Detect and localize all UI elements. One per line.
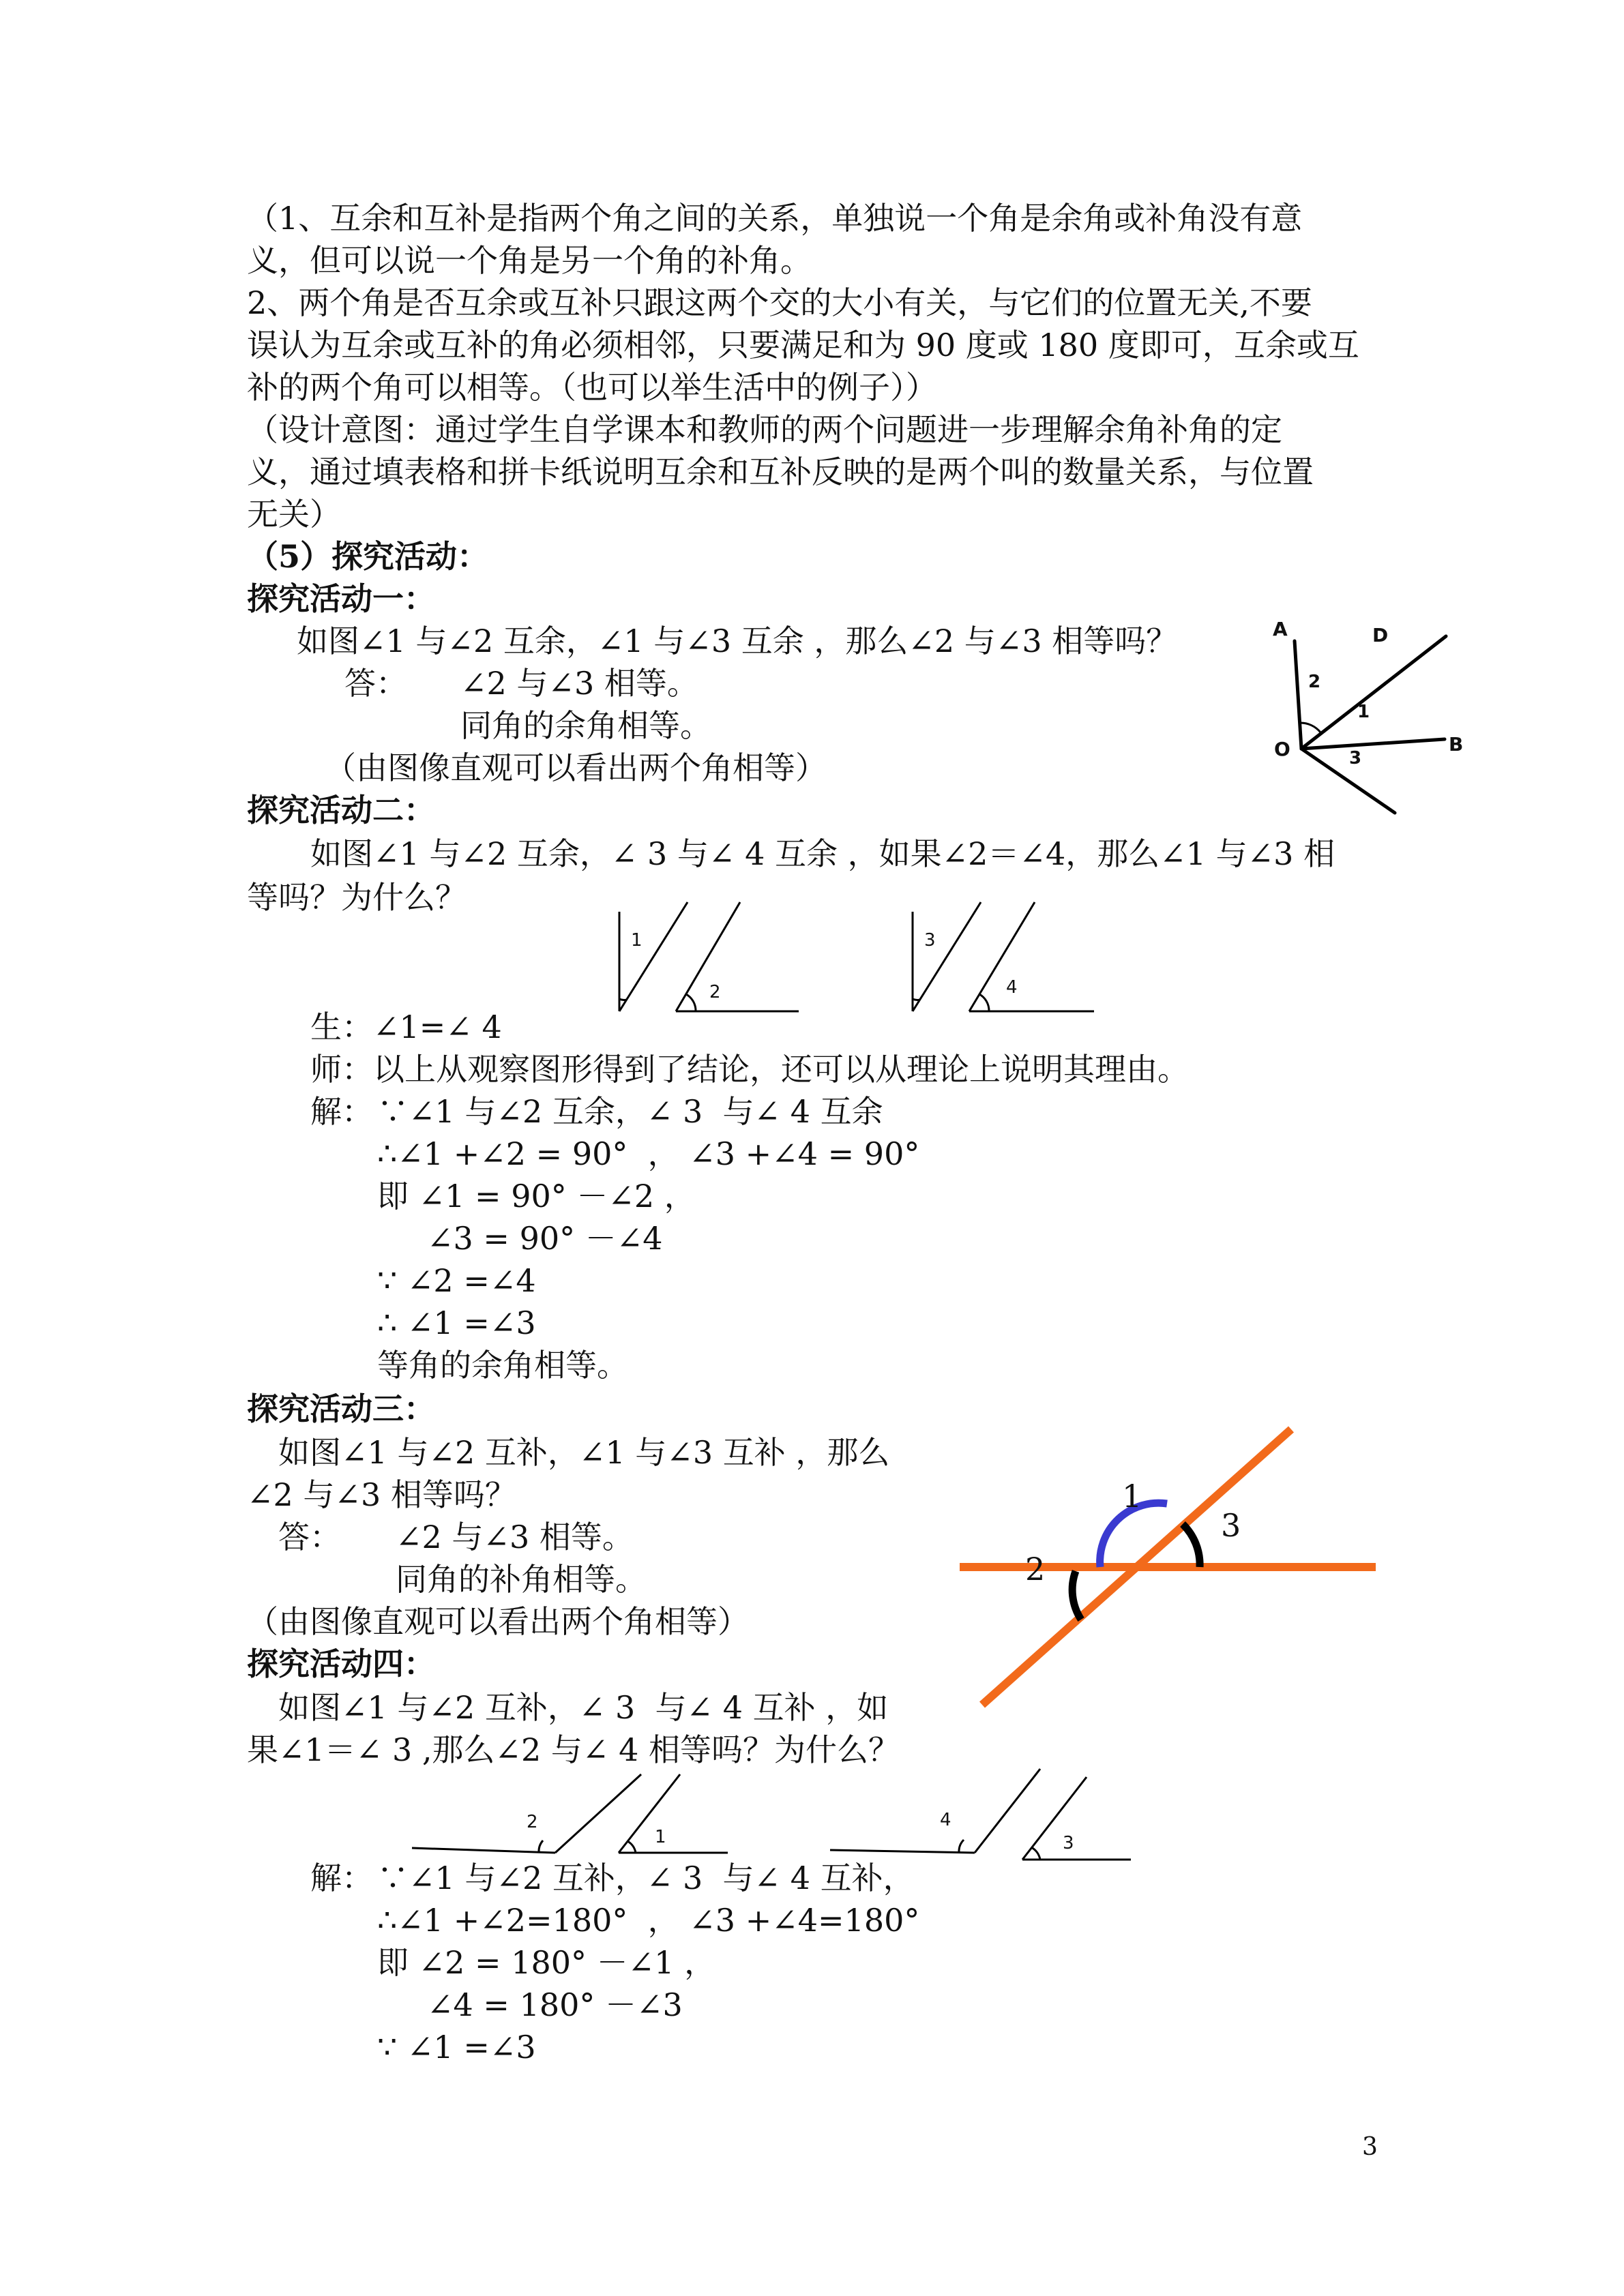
solution-step: ∵ ∠1 =∠3 (377, 2029, 536, 2066)
section-heading: （5）探究活动： (247, 538, 489, 575)
point-label-a: A (1273, 618, 1288, 640)
angle-label-4: 4 (940, 1810, 951, 1830)
activity4-figure-right (827, 1765, 1141, 1867)
activity2-heading: 探究活动二： (247, 792, 435, 829)
activity1-figure (1255, 607, 1480, 832)
activity2-figure-left (610, 897, 808, 1019)
solution-label: 解： (310, 1860, 373, 1896)
point-label-d: D (1372, 624, 1389, 646)
page-number: 3 (1362, 2133, 1378, 2161)
angle-label-1: 1 (655, 1827, 666, 1847)
activity3-heading: 探究活动三： (247, 1390, 435, 1427)
point-label-b: B (1449, 733, 1464, 756)
activity2-question: 如图∠1 与∠2 互余，∠ 3 与∠ 4 互余 ，如果∠2＝∠4，那么∠1 与∠3 相 (310, 835, 1335, 872)
solution-step: 即 ∠2 = 180° －∠1 ， (377, 1944, 716, 1981)
angle-label-1: 1 (631, 930, 643, 951)
solution-step: ∴∠1 +∠2=180° ， ∠3 +∠4=180° (377, 1902, 920, 1939)
activity2-figure-right (904, 897, 1102, 1019)
activity4-question: 如图∠1 与∠2 互补，∠ 3 与∠ 4 互补 ，如 (278, 1689, 889, 1726)
activity3-reason: 同角的补角相等。 (396, 1561, 647, 1598)
activity3-note: （由图像直观可以看出两个角相等） (247, 1603, 749, 1640)
activity4-heading: 探究活动四： (247, 1645, 435, 1682)
teacher-remark: 师：以上从观察图形得到了结论，还可以从理论上说明其理由。 (310, 1051, 1189, 1088)
solution-step: ∵∠1 与∠2 互补，∠ 3 与∠ 4 互补， (377, 1860, 915, 1896)
solution-step: ∴∠1 +∠2 = 90° ， ∠3 +∠4 = 90° (377, 1135, 920, 1172)
activity4-figure-left (409, 1772, 737, 1867)
solution-step: ∴ ∠1 =∠3 (377, 1304, 536, 1341)
design-intent-line: （设计意图：通过学生自学课本和教师的两个问题进一步理解余角补角的定 (247, 411, 1282, 448)
intro-line: 义，但可以说一个角是另一个角的补角。 (247, 242, 812, 279)
student-answer: 生：∠1=∠ 4 (310, 1009, 502, 1045)
activity1-reason: 同角的余角相等。 (460, 707, 711, 744)
activity1-answer-label: 答： (344, 665, 407, 702)
intro-line: 2、两个角是否互余或互补只跟这两个交的大小有关，与它们的位置无关,不要 (247, 284, 1312, 321)
activity1-note: （由图像直观可以看出两个角相等） (325, 749, 827, 786)
intro-line: 补的两个角可以相等。（也可以举生活中的例子）） (247, 369, 937, 406)
activity3-figure (951, 1422, 1388, 1722)
angle-label-2: 2 (1308, 672, 1321, 692)
activity3-question: 如图∠1 与∠2 互补，∠1 与∠3 互补 ，那么 (278, 1434, 890, 1471)
design-intent-line: 义，通过填表格和拼卡纸说明互余和互补反映的是两个叫的数量关系，与位置 (247, 453, 1314, 490)
angle-label-1: 1 (1122, 1478, 1142, 1515)
solution-step: ∠4 = 180° －∠3 (427, 1986, 683, 2023)
intro-line: （1、互余和互补是指两个角之间的关系，单独说一个角是余角或补角没有意 (247, 200, 1303, 237)
angle-label-1: 1 (1357, 702, 1370, 722)
angle-label-2: 2 (709, 982, 721, 1002)
activity4-question: 果∠1＝∠ 3 ,那么∠2 与∠ 4 相等吗？为什么？ (247, 1731, 900, 1768)
angle-label-3: 3 (1221, 1507, 1241, 1544)
activity3-answer: ∠2 与∠3 相等。 (396, 1519, 634, 1555)
solution-step: ∵ ∠2 =∠4 (377, 1262, 536, 1299)
activity1-answer: ∠2 与∠3 相等。 (460, 665, 698, 702)
angle-label-4: 4 (1006, 977, 1018, 998)
angle-label-2: 2 (527, 1812, 538, 1832)
activity2-question: 等吗？为什么？ (247, 879, 467, 916)
activity1-heading: 探究活动一： (247, 580, 435, 617)
angle-label-3: 3 (1349, 748, 1362, 769)
activity1-question: 如图∠1 与∠2 互余，∠1 与∠3 互余 ，那么∠2 与∠3 相等吗？ (297, 623, 1178, 659)
point-label-o: O (1274, 738, 1290, 760)
solution-step: ∵∠1 与∠2 互余，∠ 3 与∠ 4 互余 (377, 1093, 883, 1130)
activity3-answer-label: 答： (278, 1519, 341, 1555)
angle-label-2: 2 (1025, 1551, 1046, 1587)
solution-step: 等角的余角相等。 (377, 1347, 628, 1384)
angle-label-3: 3 (1063, 1833, 1074, 1853)
intro-line: 误认为互余或互补的角必须相邻，只要满足和为 90 度或 180 度即可，互余或互 (247, 327, 1359, 363)
solution-label: 解： (310, 1093, 373, 1130)
angle-label-3: 3 (924, 930, 936, 951)
design-intent-line: 无关） (247, 496, 341, 533)
solution-step: 即 ∠1 = 90° －∠2 ， (377, 1178, 696, 1214)
solution-step: ∠3 = 90° －∠4 (427, 1220, 663, 1257)
activity3-question: ∠2 与∠3 相等吗？ (247, 1476, 516, 1513)
